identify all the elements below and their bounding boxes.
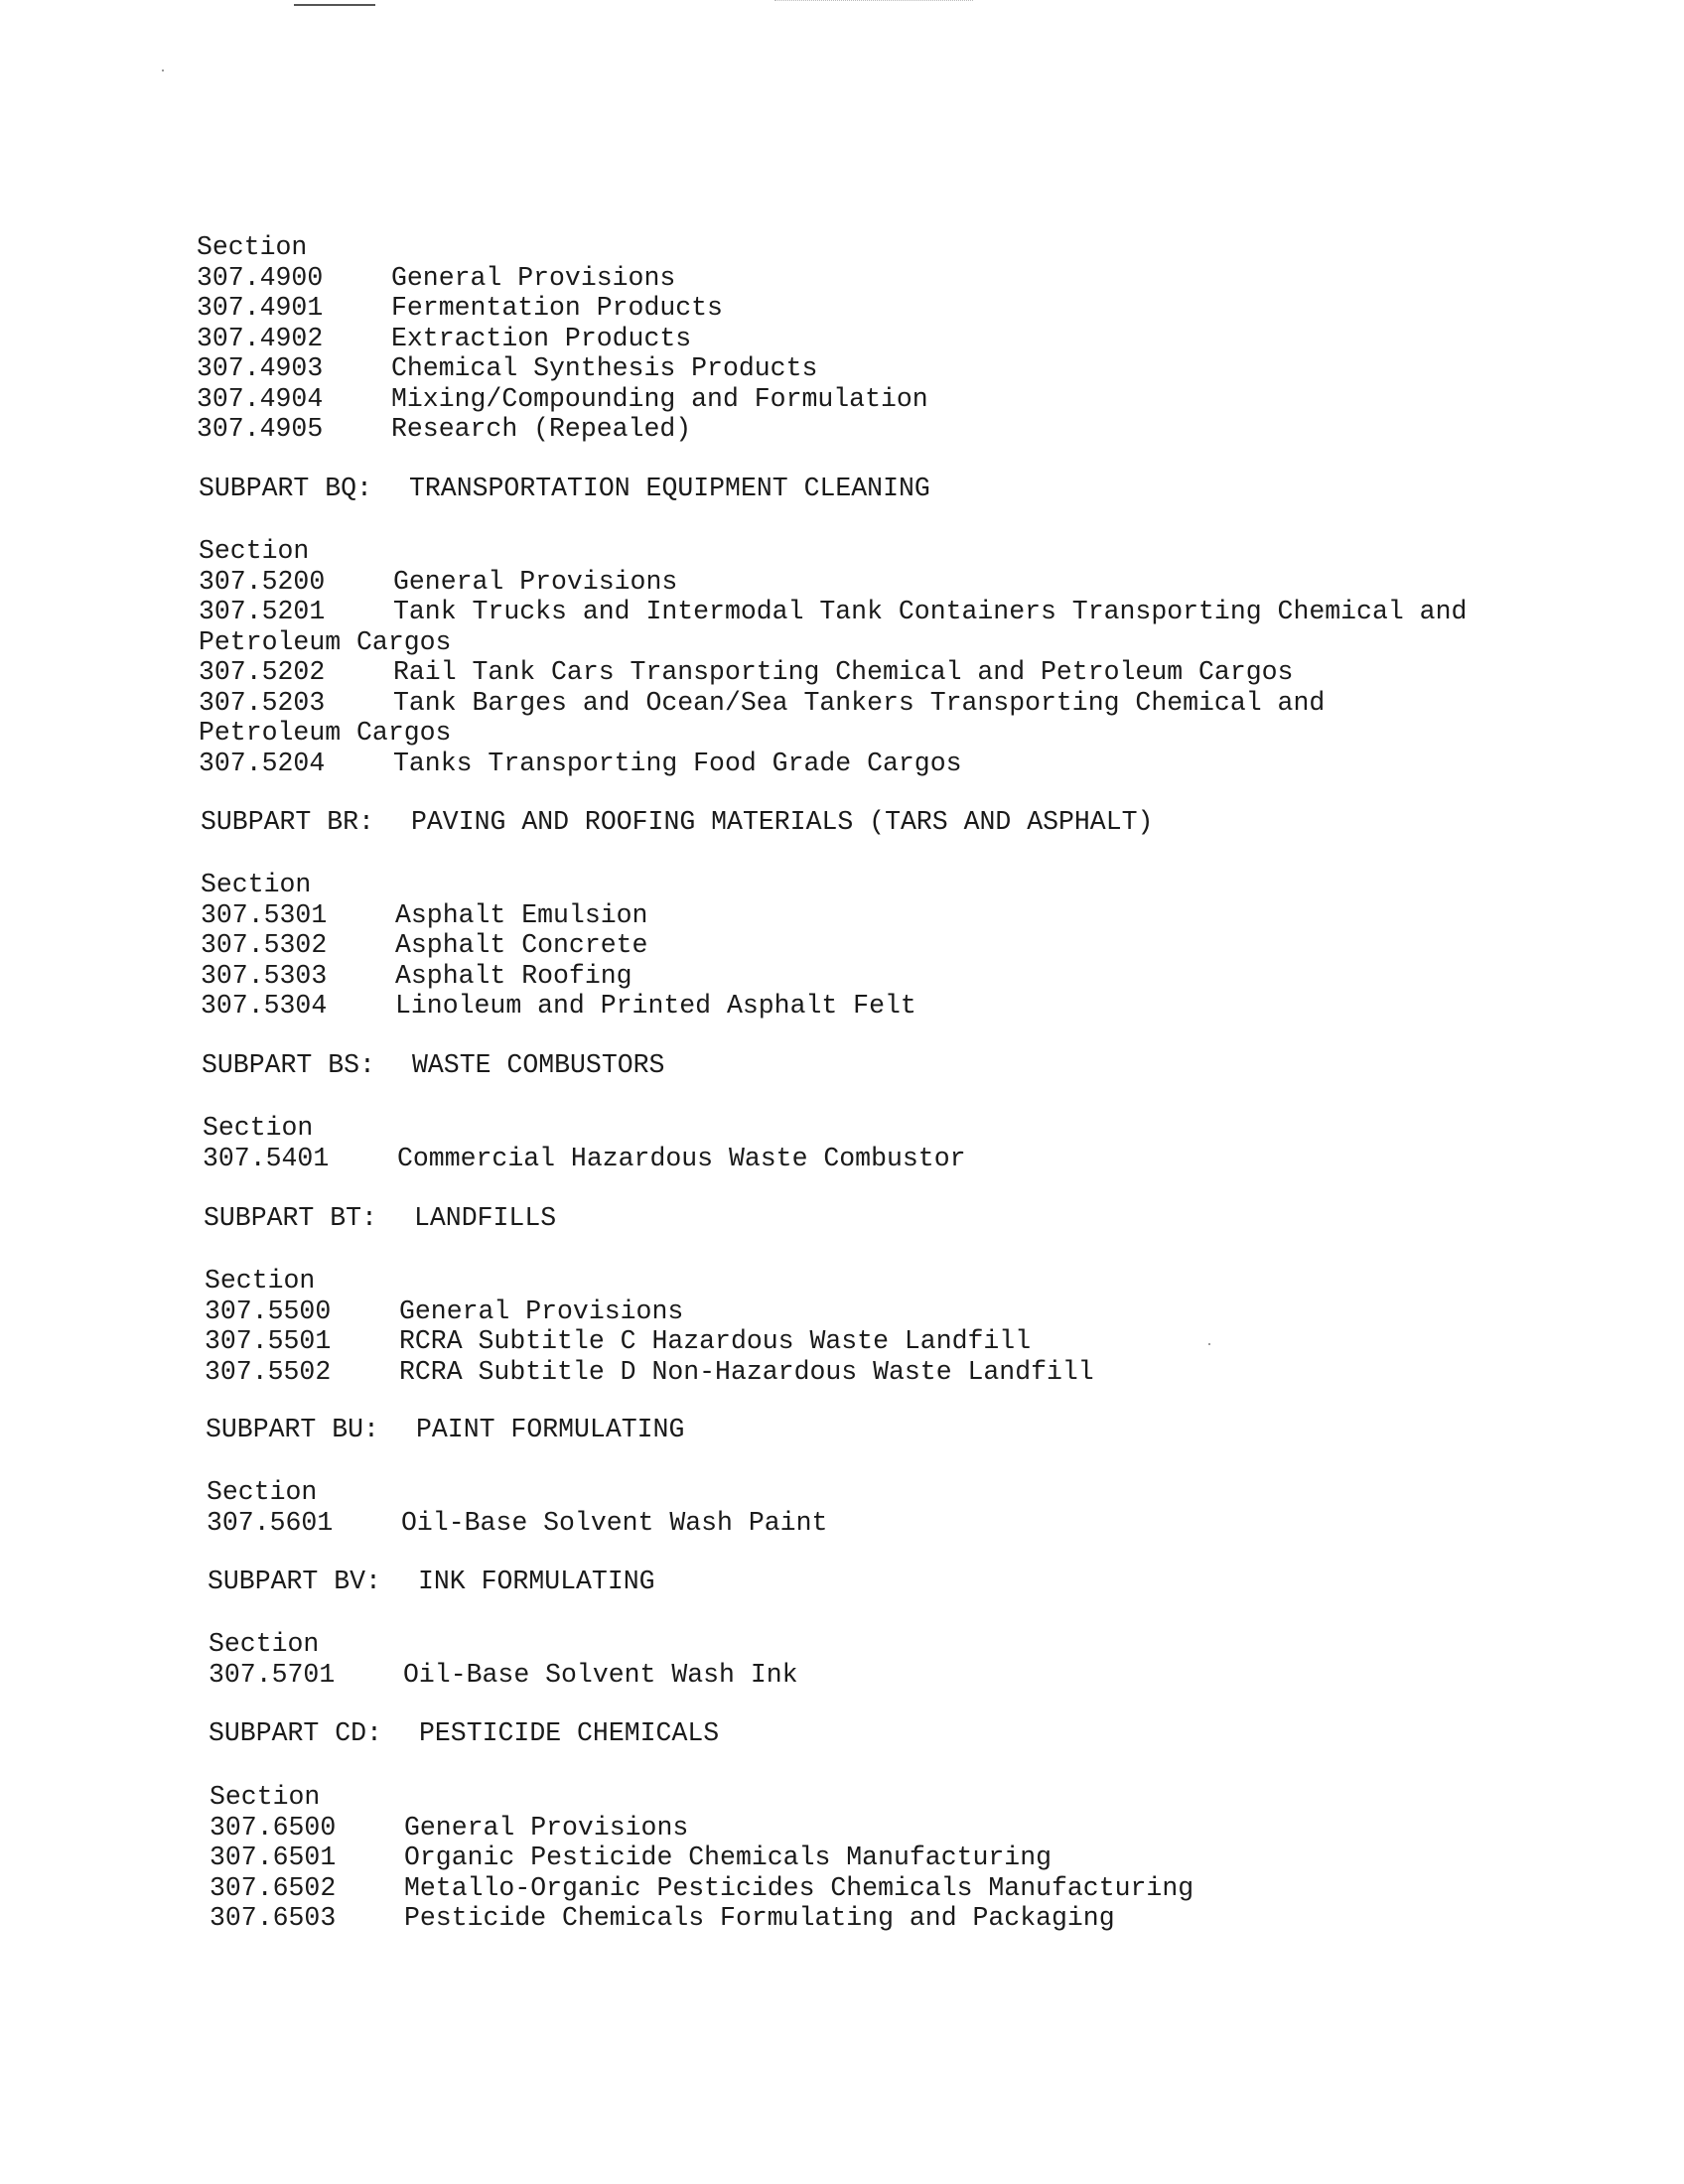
- section-entry: [205, 1297, 1094, 1327]
- section-title: Tanks Transporting Food Grade Cargos: [393, 748, 962, 778]
- section-number: 307.4903: [197, 353, 324, 383]
- section-title: General Provisions: [404, 1812, 689, 1843]
- section-number: 307.5701: [209, 1659, 336, 1690]
- subpart-code: SUBPART BS:: [202, 1050, 375, 1080]
- section-entry: [201, 900, 916, 931]
- header-scan-marks: [774, 0, 973, 5]
- section-number: 307.5601: [207, 1507, 334, 1538]
- scan-speck: [162, 69, 164, 71]
- section-number: 307.5500: [205, 1296, 332, 1326]
- section-number: 307.4901: [197, 293, 324, 323]
- section-entry: [199, 657, 1467, 688]
- scan-speck: [1208, 1343, 1210, 1345]
- section-label: Section: [203, 1113, 314, 1143]
- section-title: General Provisions: [393, 566, 678, 597]
- section-number: 307.6503: [210, 1903, 337, 1933]
- subpart-code: SUBPART BV:: [208, 1567, 381, 1596]
- section-block-cd: [210, 1782, 1193, 1934]
- section-number: 307.6501: [210, 1843, 337, 1872]
- section-title: RCRA Subtitle C Hazardous Waste Landfill: [399, 1326, 1032, 1356]
- section-title: Pesticide Chemicals Formulating and Packaging: [404, 1903, 1115, 1933]
- subpart-heading-cd: [209, 1718, 719, 1749]
- section-title: Tank Trucks and Intermodal Tank Containers Transporting Chemical and: [393, 597, 1468, 626]
- section-title: Organic Pesticide Chemicals Manufacturing: [404, 1843, 1052, 1872]
- section-number: 307.5302: [201, 930, 328, 960]
- section-entry: [199, 597, 1467, 657]
- section-block-bs: [203, 1113, 966, 1173]
- section-title: Commercial Hazardous Waste Combustor: [397, 1143, 966, 1173]
- section-entry: [197, 353, 928, 384]
- section-number: 307.4904: [197, 383, 324, 414]
- section-number: 307.5303: [201, 960, 328, 991]
- subpart-heading-bu: [206, 1415, 684, 1445]
- section-entry: [207, 1508, 827, 1539]
- section-entry: [197, 414, 928, 445]
- subpart-heading-bs: [202, 1050, 664, 1081]
- section-block-br: [201, 870, 916, 1022]
- section-number: 307.4905: [197, 414, 324, 444]
- section-label: Section: [207, 1477, 318, 1507]
- section-entry: [203, 1144, 966, 1174]
- subpart-code: SUBPART BT:: [204, 1203, 377, 1233]
- section-number: 307.5301: [201, 899, 328, 930]
- section-block-bu: [207, 1477, 827, 1538]
- section-title: Linoleum and Printed Asphalt Felt: [395, 991, 916, 1021]
- section-entry: [201, 991, 916, 1022]
- subpart-title: PAVING AND ROOFING MATERIALS (TARS AND ASPHALT): [411, 807, 1154, 837]
- section-entry: [197, 263, 928, 294]
- section-title: Tank Barges and Ocean/Sea Tankers Transporting Chemical and: [393, 687, 1326, 718]
- section-label: Section: [201, 870, 312, 899]
- section-title: Fermentation Products: [391, 293, 723, 323]
- section-number: 307.6502: [210, 1872, 337, 1903]
- section-label: Section: [199, 536, 310, 566]
- section-entry: [199, 749, 1467, 779]
- section-block-bq: [199, 536, 1467, 778]
- section-number: 307.5200: [199, 566, 326, 597]
- subpart-code: SUBPART BR:: [201, 807, 374, 837]
- section-entry: [199, 567, 1467, 598]
- subpart-heading-br: [201, 807, 1153, 838]
- section-title: General Provisions: [399, 1296, 684, 1326]
- section-number: 307.5204: [199, 748, 326, 778]
- section-entry: [210, 1813, 1193, 1843]
- section-entry: [205, 1326, 1094, 1357]
- section-title: Oil-Base Solvent Wash Paint: [401, 1507, 828, 1538]
- section-entry: [201, 930, 916, 961]
- section-title: Extraction Products: [391, 323, 692, 353]
- section-entry: [197, 324, 928, 354]
- section-label: Section: [210, 1782, 321, 1812]
- section-number: 307.5201: [199, 597, 326, 626]
- section-entry: [210, 1873, 1193, 1904]
- section-block-bt: [205, 1266, 1094, 1387]
- section-entry: [197, 384, 928, 415]
- subpart-heading-bt: [204, 1203, 556, 1234]
- section-number: 307.5401: [203, 1143, 330, 1173]
- section-title: Asphalt Roofing: [395, 960, 632, 991]
- section-title-continuation: Petroleum Cargos: [199, 718, 452, 748]
- subpart-title: PESTICIDE CHEMICALS: [419, 1718, 720, 1748]
- section-number: 307.5203: [199, 687, 326, 718]
- section-entry: [201, 961, 916, 992]
- section-block-0: [197, 232, 928, 445]
- subpart-title: WASTE COMBUSTORS: [412, 1050, 665, 1080]
- section-number: 307.5502: [205, 1356, 332, 1387]
- section-title: Chemical Synthesis Products: [391, 353, 818, 383]
- section-block-bv: [209, 1629, 798, 1690]
- subpart-code: SUBPART CD:: [209, 1718, 382, 1748]
- section-title-continuation: Petroleum Cargos: [199, 626, 452, 657]
- section-number: 307.5501: [205, 1326, 332, 1356]
- section-number: 307.4900: [197, 262, 324, 293]
- subpart-code: SUBPART BU:: [206, 1415, 379, 1444]
- section-title: Research (Repealed): [391, 414, 692, 444]
- section-number: 307.4902: [197, 323, 324, 353]
- section-title: Mixing/Compounding and Formulation: [391, 383, 928, 414]
- section-title: Metallo-Organic Pesticides Chemicals Manufacturing: [404, 1872, 1194, 1903]
- header-rule: [294, 4, 375, 6]
- section-entry: [210, 1843, 1193, 1873]
- section-title: Oil-Base Solvent Wash Ink: [403, 1659, 798, 1690]
- section-label: Section: [197, 232, 308, 262]
- subpart-code: SUBPART BQ:: [199, 474, 372, 503]
- section-title: Asphalt Concrete: [395, 930, 648, 960]
- section-number: 307.5304: [201, 991, 328, 1021]
- section-entry: [205, 1357, 1094, 1388]
- section-title: General Provisions: [391, 262, 676, 293]
- section-entry: [199, 688, 1467, 749]
- subpart-title: INK FORMULATING: [418, 1567, 655, 1596]
- section-entry: [210, 1903, 1193, 1934]
- subpart-heading-bq: [199, 474, 930, 504]
- section-number: 307.5202: [199, 657, 326, 687]
- subpart-title: PAINT FORMULATING: [416, 1415, 685, 1444]
- section-title: RCRA Subtitle D Non-Hazardous Waste Landfill: [399, 1356, 1094, 1387]
- subpart-title: LANDFILLS: [414, 1203, 557, 1233]
- section-entry: [197, 293, 928, 324]
- section-label: Section: [205, 1266, 316, 1296]
- subpart-title: TRANSPORTATION EQUIPMENT CLEANING: [409, 474, 930, 503]
- section-title: Asphalt Emulsion: [395, 899, 648, 930]
- section-title: Rail Tank Cars Transporting Chemical and Petroleum Cargos: [393, 657, 1294, 687]
- section-number: 307.6500: [210, 1812, 337, 1843]
- section-entry: [209, 1660, 798, 1691]
- subpart-heading-bv: [208, 1567, 655, 1597]
- section-label: Section: [209, 1629, 320, 1659]
